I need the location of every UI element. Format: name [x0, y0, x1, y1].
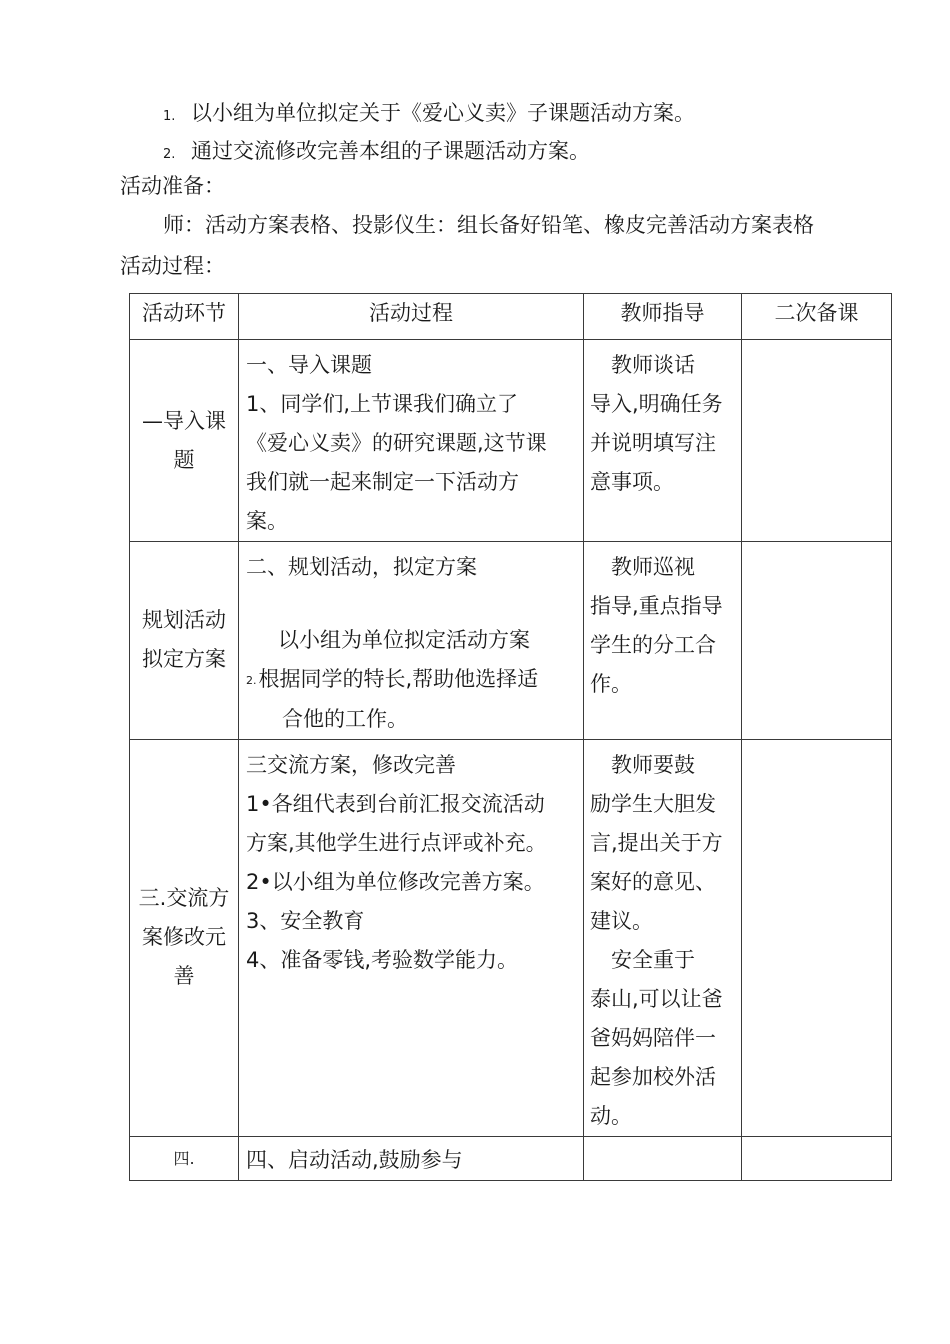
goal-2-text: 通过交流修改完善本组的子课题活动方案。 [191, 139, 590, 163]
guide-line: 作。 [590, 672, 632, 696]
guide-line: 意事项。 [590, 470, 674, 494]
notes-cell [742, 739, 892, 1136]
stage-label: 四. [173, 1148, 195, 1168]
guide-cell [584, 1136, 742, 1180]
process-line: 1•各组代表到台前汇报交流活动 [246, 791, 545, 816]
guide-line: 教师巡视 [590, 555, 695, 579]
stage-label: 三.交流方案修改元善 [138, 886, 230, 988]
stage-label: —导入课题 [142, 408, 226, 472]
process-line: 案。 [246, 509, 288, 533]
process-line: 一、导入课题 [246, 353, 372, 377]
stage-cell [130, 340, 239, 542]
process-line: 四、启动活动,鼓励参与 [246, 1147, 463, 1172]
process-line: 二、规划活动，拟定方案 [246, 555, 477, 579]
small-number: 2. [246, 673, 257, 687]
process-line: 合他的工作。 [282, 706, 408, 731]
guide-line: 泰山,可以让爸 [590, 986, 723, 1011]
process-heading: 活动过程： [120, 254, 225, 278]
table-row [130, 340, 892, 542]
stage-cell [130, 542, 239, 740]
process-line: 1、同学们,上节课我们确立了 [246, 392, 519, 416]
process-cell [239, 739, 584, 1136]
process-line-numbered [246, 660, 577, 700]
header-stage: 活动环节 [130, 294, 239, 340]
header-notes: 二次备课 [742, 294, 892, 340]
guide-line: 安全重于 [590, 947, 695, 972]
stage-cell [130, 739, 239, 1136]
guide-cell [584, 739, 742, 1136]
process-line: 我们就一起来制定一下活动方 [246, 470, 519, 494]
guide-line: 导入,明确任务 [590, 392, 723, 416]
table-header-row [130, 294, 892, 340]
header-guide: 教师指导 [584, 294, 742, 340]
header-process: 活动过程 [239, 294, 584, 340]
process-line [246, 587, 577, 621]
guide-line: 指导,重点指导 [590, 594, 723, 618]
guide-cell [584, 542, 742, 740]
process-line: 4、准备零钱,考验数学能力。 [246, 947, 519, 972]
guide-line: 起参加校外活 [590, 1064, 716, 1089]
goal-2 [163, 136, 590, 170]
goal-2-number: 2. [163, 147, 176, 162]
guide-line: 学生的分工合 [590, 633, 716, 657]
stage-cell [130, 1136, 239, 1180]
process-line: 方案,其他学生进行点评或补充。 [246, 830, 547, 855]
stage-label: 规划活动拟定方案 [142, 608, 226, 672]
goal-1-text: 以小组为单位拟定关于《爱心义卖》子课题活动方案。 [191, 101, 695, 125]
goal-1-number: 1. [163, 109, 176, 124]
activity-table [129, 293, 892, 1181]
preparation-text: 师：活动方案表格、投影仪生：组长备好铅笔、橡皮完善活动方案表格 [163, 213, 814, 237]
notes-cell [742, 542, 892, 740]
process-line: 《爱心义卖》的研究课题,这节课 [246, 431, 547, 455]
process-line-text: 根据同学的特长,帮助他选择适 [258, 667, 539, 691]
guide-line: 建议。 [590, 908, 653, 933]
table-row [130, 1136, 892, 1180]
goal-1 [163, 98, 695, 132]
guide-line: 案好的意见、 [590, 869, 716, 894]
guide-line: 并说明填写注 [590, 431, 716, 455]
process-cell [239, 1136, 584, 1180]
guide-line: 动。 [590, 1103, 632, 1128]
notes-cell [742, 1136, 892, 1180]
guide-line: 言,提出关于方 [590, 830, 723, 855]
guide-cell [584, 340, 742, 542]
guide-line: 爸妈妈陪伴一 [590, 1025, 716, 1050]
table-row [130, 739, 892, 1136]
process-line: 以小组为单位拟定活动方案 [278, 628, 530, 652]
preparation-heading: 活动准备： [120, 174, 225, 198]
guide-line: 励学生大胆发 [590, 791, 716, 816]
process-line: 2•以小组为单位修改完善方案。 [246, 869, 545, 894]
process-cell [239, 542, 584, 740]
table-row [130, 542, 892, 740]
process-cell [239, 340, 584, 542]
guide-line: 教师要鼓 [590, 752, 695, 777]
notes-cell [742, 340, 892, 542]
process-line: 三交流方案，修改完善 [246, 752, 456, 777]
guide-line: 教师谈话 [590, 353, 695, 377]
process-line: 3、安全教育 [246, 908, 365, 933]
